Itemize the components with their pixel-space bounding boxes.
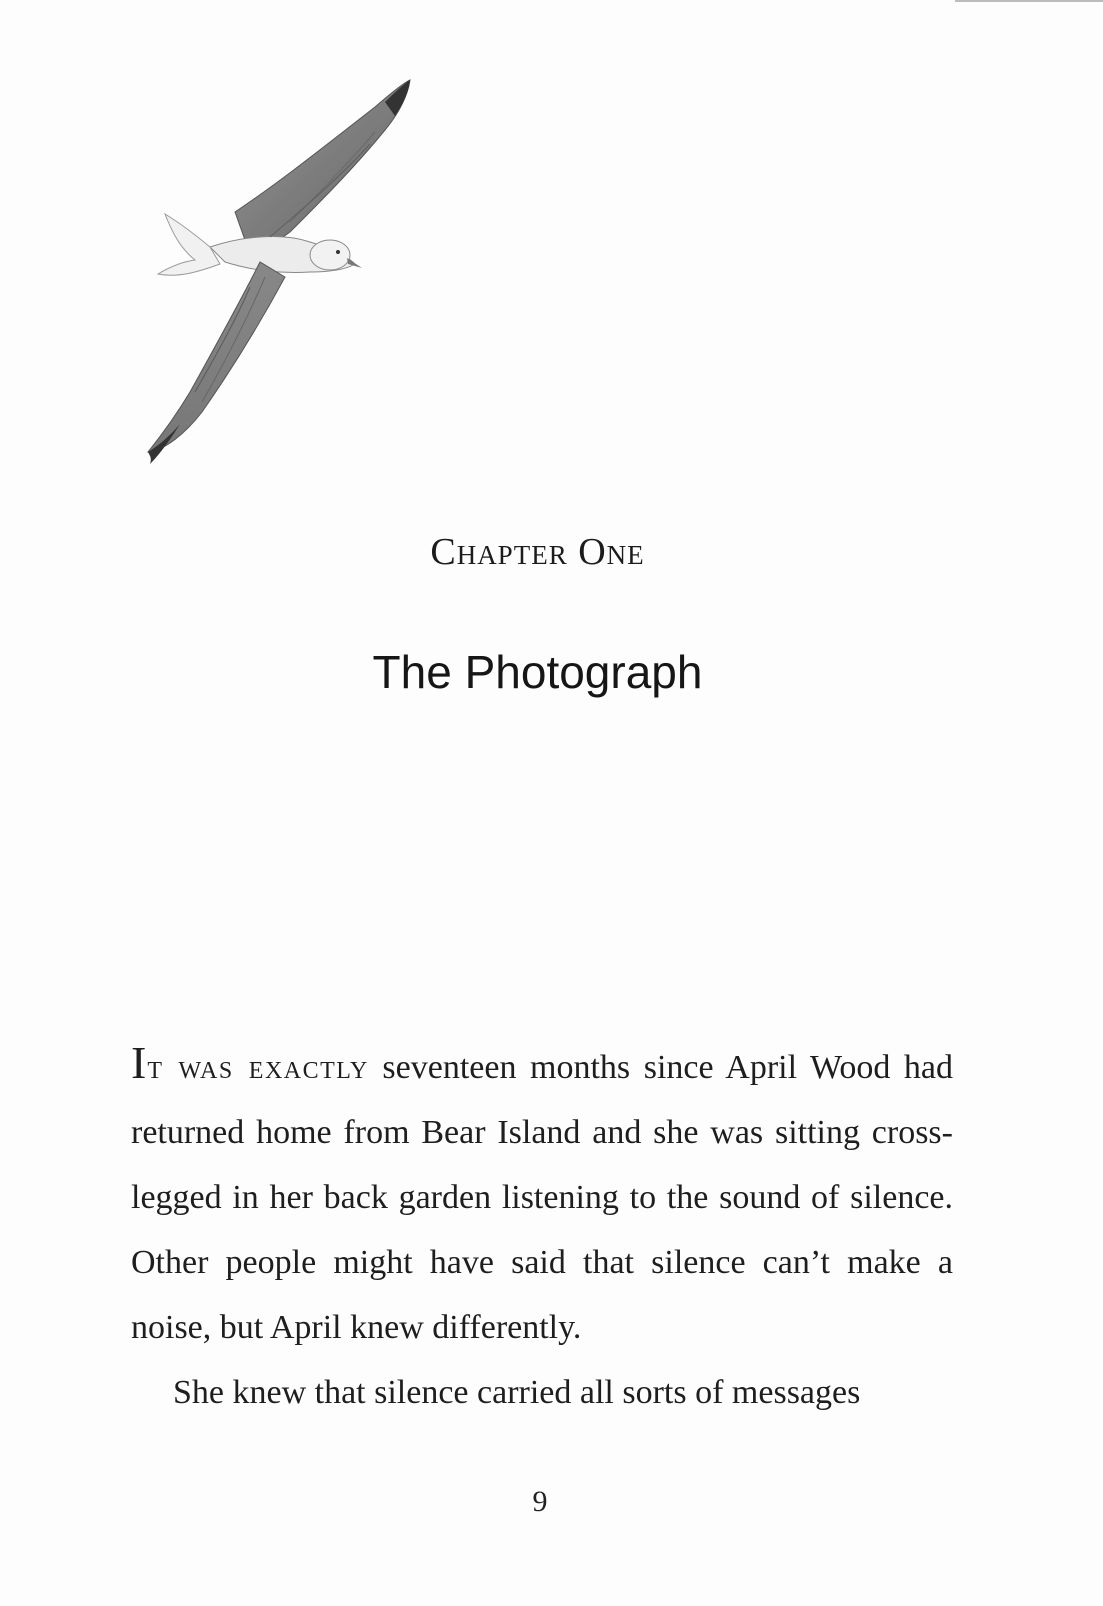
paragraph-1 <box>131 1030 953 1360</box>
page-edge-shadow <box>955 0 1103 2</box>
chapter-body <box>131 1030 953 1425</box>
chapter-title: The Photograph <box>372 646 703 698</box>
dropcap-letter: I <box>131 1037 148 1088</box>
seagull-illustration-icon <box>140 72 430 482</box>
paragraph-2: She knew that silence carried all sorts of messages <box>173 1374 861 1411</box>
paragraph-1-text: seventeen months since April Wood had returned home from Bear Island and she was sitting cross-legged in her back garden listening to the sound of silence. Other people might have said that silence can’t make a noise, but April knew differently. <box>131 1049 953 1346</box>
page-number: 9 <box>532 1485 548 1518</box>
chapter-label: Chapter One <box>430 531 645 573</box>
opening-smallcaps: t was exactly <box>147 1049 369 1086</box>
